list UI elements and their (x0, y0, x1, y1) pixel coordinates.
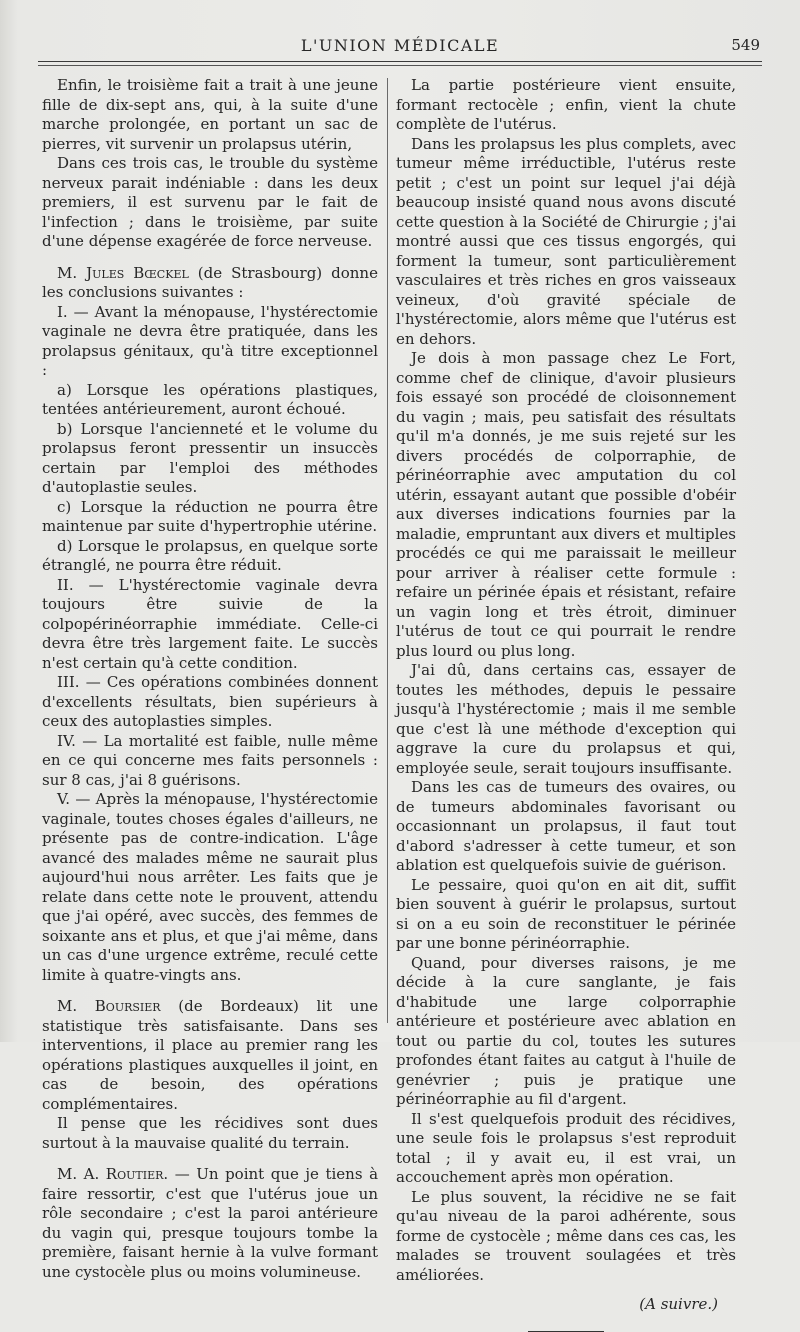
paragraph-boursier (42, 997, 378, 1114)
column-divider (387, 78, 388, 1023)
speaker-name: M. Jules Bœckel (57, 263, 189, 282)
paragraph: III. — Ces opérations combinées donnent d'excellents résultats, bien supérieurs à ceux des autoplasties simples. (42, 673, 378, 730)
paragraph-boeckel (42, 264, 378, 303)
paragraph: Dans les prolapsus les plus complets, avec tumeur même irréductible, l'utérus reste petit ; c'est un point sur lequel j'ai déjà beaucoup insisté quand nous avons discuté cette question à la Société de Chirurgie ; j'ai montré aussi que ces tissus engorgés, qui forment la tumeur, sont particulièrement vasculaires et très riches en gros vaisseaux veineux, d'où gravité spéciale de l'hystérectomie, alors même que l'utérus est en dehors. (396, 134, 736, 348)
left-column (42, 76, 379, 1281)
paragraph: J'ai dû, dans certains cas, essayer de toutes les méthodes, depuis le pessaire jusqu'à l'hystérectomie ; mais il me semble que c'est là une méthode d'exception qui aggrave la cure du prolapsus et qui, employée seule, serait toujours insuffisante. (396, 661, 736, 777)
paragraph: a) Lorsque les opérations plastiques, tentées antérieurement, auront échoué. (42, 380, 378, 418)
paragraph: Je dois à mon passage chez Le Fort, comme chef de clinique, d'avoir plusieurs fois essayé son procédé de cloisonnement du vagin ; mais, peu satisfait des résultats qu'il m'a donnés, je me suis rejeté sur les divers procédés de colporraphie, de périnéorraphie avec amputation du col utérin, essayant autant que possible d'obéir aux diverses indications fournies par la maladie, empruntant aux divers et multiples procédés ce qui me paraissait le meilleur pour arriver à réaliser cette formule : refaire un périnée épais et résistant, refaire un vagin long et très étroit, diminuer l'utérus de tout ce qui pourrait le rendre plus lourd ou plus long. (396, 349, 736, 660)
journal-title: L'UNION MÉDICALE (300, 36, 500, 55)
to-be-continued: (A suivre.) (639, 1295, 718, 1313)
speaker-name: M. A. Routier. (57, 1165, 169, 1183)
paragraph: Il s'est quelquefois produit des récidives, une seule fois le prolapsus s'est reproduit total ; il y avait eu, il est vrai, un accouchement après mon opération. (396, 1109, 736, 1186)
paragraph: II. — L'hystérectomie vaginale devra toujours être suivie de la colpopérinéorraphie immédiate. Celle-ci devra être très largement faite. Le succès n'est certain qu'à cette condition. (42, 575, 378, 672)
page-number: 549 (731, 36, 760, 54)
paragraph: Quand, pour diverses raisons, je me décide à la cure sanglante, je fais d'habitude une large colporraphie antérieure et postérieure avec ablation en tout ou partie du col, toutes les sutures profondes étant faites au catgut à l'huile de genévrier ; puis je pratique une périnéorraphie au fil d'argent. (396, 953, 736, 1108)
paragraph: b) Lorsque l'ancienneté et le volume du prolapsus feront pressentir un insuccès certain par l'emploi des méthodes d'autoplastie seules. (42, 419, 378, 496)
paragraph: Le pessaire, quoi qu'on en ait dit, suffit bien souvent à guérir le prolapsus, surtout si on a eu soin de reconstituer le périnée par une bonne périnéorraphie. (396, 875, 736, 952)
paragraph: V. — Après la ménopause, l'hystérectomie vaginale, toutes choses égales d'ailleurs, ne présente pas de contre-indication. L'âge avancé des malades même ne saurait plus aujourd'hui nous arrêter. Les faits que je relate dans cette note le prouvent, attendu que j'ai opéré, avec succès, des femmes de soixante ans et plus, et que j'ai même, dans un cas d'une urgence extrême, reculé cette limite à quatre-vingts ans. (42, 790, 378, 984)
header-rule (38, 61, 762, 62)
page-header (40, 36, 760, 60)
paragraph: Enfin, le troisième fait a trait à une jeune fille de dix-sept ans, qui, à la suite d'une marche prolongée, en portant un sac de pierres, vit survenir un prolapsus utérin, (42, 76, 378, 153)
paragraph: IV. — La mortalité est faible, nulle même en ce qui concerne mes faits personnels : sur 8 cas, j'ai 8 guérisons. (42, 731, 378, 789)
paragraph: Le plus souvent, la récidive ne se fait qu'au niveau de la paroi adhérente, sous forme de cystocèle ; même dans ces cas, les malades se trouvent soulagées et très améliorées. (396, 1187, 736, 1284)
paragraph-text: (de Strasbourg) donne les conclusions suivantes : (42, 263, 378, 301)
speaker-name: M. Boursier (57, 997, 161, 1015)
paragraph: La partie postérieure vient ensuite, formant rectocèle ; enfin, vient la chute complète de l'utérus. (396, 76, 736, 133)
paragraph: Il pense que les récidives sont dues surtout à la mauvaise qualité du terrain. (42, 1114, 378, 1152)
header-rule-thin (38, 65, 762, 66)
paragraph: I. — Avant la ménopause, l'hystérectomie vaginale ne devra être pratiquée, dans les prolapsus génitaux, qu'à titre exceptionnel : (42, 302, 378, 379)
end-rule (528, 1331, 604, 1332)
paragraph: Dans les cas de tumeurs des ovaires, ou de tumeurs abdominales favorisant ou occasionnant un prolapsus, il faut tout d'abord s'adresser à cette tumeur, et son ablation est quelquefois suivie de guérison. (396, 778, 736, 874)
paragraph: c) Lorsque la réduction ne pourra être maintenue par suite d'hypertrophie utérine. (42, 497, 378, 535)
right-column (396, 76, 736, 1313)
paragraph-routier (42, 1165, 378, 1282)
paragraph-text: — Un point que je tiens à faire ressortir, c'est que l'utérus joue un rôle secondaire ; c'est la paroi antérieure du vagin qui, presque toujours tombe la première, faisant hernie à la vulve formant une cystocèle plus ou moins volumineuse. (42, 1165, 379, 1281)
paragraph: d) Lorsque le prolapsus, en quelque sorte étranglé, ne pourra être réduit. (42, 536, 378, 574)
paragraph: Dans ces trois cas, le trouble du système nerveux parait indéniable : dans les deux premiers, il est survenu par le fait de l'infection ; dans le troisième, par suite d'une dépense exagérée de force nerveuse. (42, 154, 378, 250)
paragraph-text: (de Bordeaux) lit une statistique très satisfaisante. Dans ses interventions, il place au premier rang les opérations plastiques auxquelles il joint, en cas de besoin, des opérations complémentaires. (42, 997, 378, 1113)
